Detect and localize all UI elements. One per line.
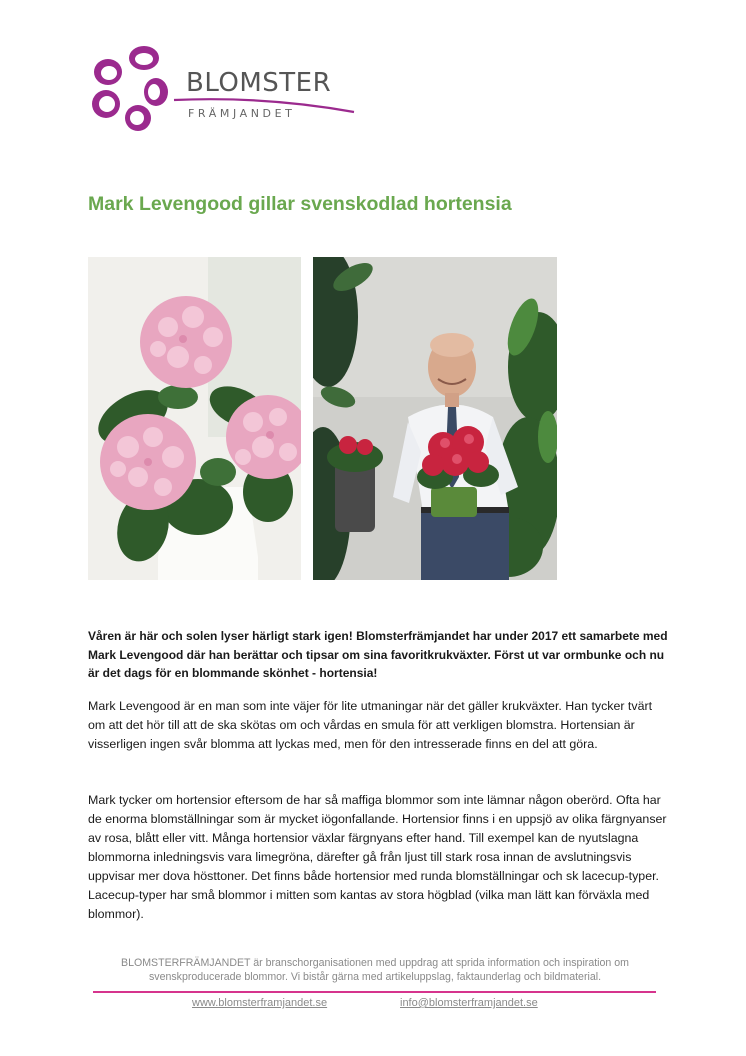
mark-levengood-photo — [313, 257, 557, 580]
article-paragraph: Mark Levengood är en man som inte väjer för lite utmaningar när det gäller krukväxter. Han tycker tvärt om att det hör till att de ska skötas om och vårdas en smula för att verkligen blomstra. Hortensian är visserligen ingen svår blomma att lyckas med, men för den intresserade finns en del att göra. — [88, 699, 653, 751]
hydrangea-photo — [88, 257, 301, 580]
article-lead: Våren är här och solen lyser härligt stark igen! Blomsterfrämjandet har under 2017 ett samarbete med Mark Levengood där han berättar och tipsar om sina favoritkrukväxter. Först ut var ormbunke och nu är det dags för en blommande skönhet - hortensia! — [88, 629, 668, 680]
website-link[interactable]: www.blomsterframjandet.se — [192, 997, 328, 1009]
article-paragraph: Mark tycker om hortensior eftersom de har så maffiga blommor som inte lämnar någon oberörd. Ofta har de enorma blomställningar som är mycket iögonfallande. Hortensior finns i en uppsjö av olika färgnyanser av rosa, blått eller vitt. Många hortensior växlar färgnyans efter hand. Till exempel kan de nyutslagna blommorna inledningsvis vara limegröna, därefter gå från ljust till stark rosa innan de avslutningsvis uppvisar mer dova hösttoner. Det finns både hortensior med runda blomställningar och sk lacecup-typer. Lacecup-typer har små blommor i mitten som kantas av stora högblad (vilka man lätt kan förväxla med blommor). — [88, 793, 667, 921]
article-title: Mark Levengood gillar svenskodlad hortensia — [88, 193, 512, 215]
blomsterframjandet-logo — [86, 42, 366, 137]
footer-description: BLOMSTERFRÄMJANDET är branschorganisationen med uppdrag att sprida information och inspiration om svenskproducerade blommor. Vi bistår gärna med artikeluppslag, faktaunderlag och bildmaterial. — [121, 957, 629, 983]
logo-tagline: FRÄMJANDET — [188, 107, 296, 120]
footer-divider — [93, 991, 656, 993]
email-link[interactable]: info@blomsterframjandet.se — [400, 997, 538, 1009]
logo-name: BLOMSTER — [186, 68, 332, 98]
